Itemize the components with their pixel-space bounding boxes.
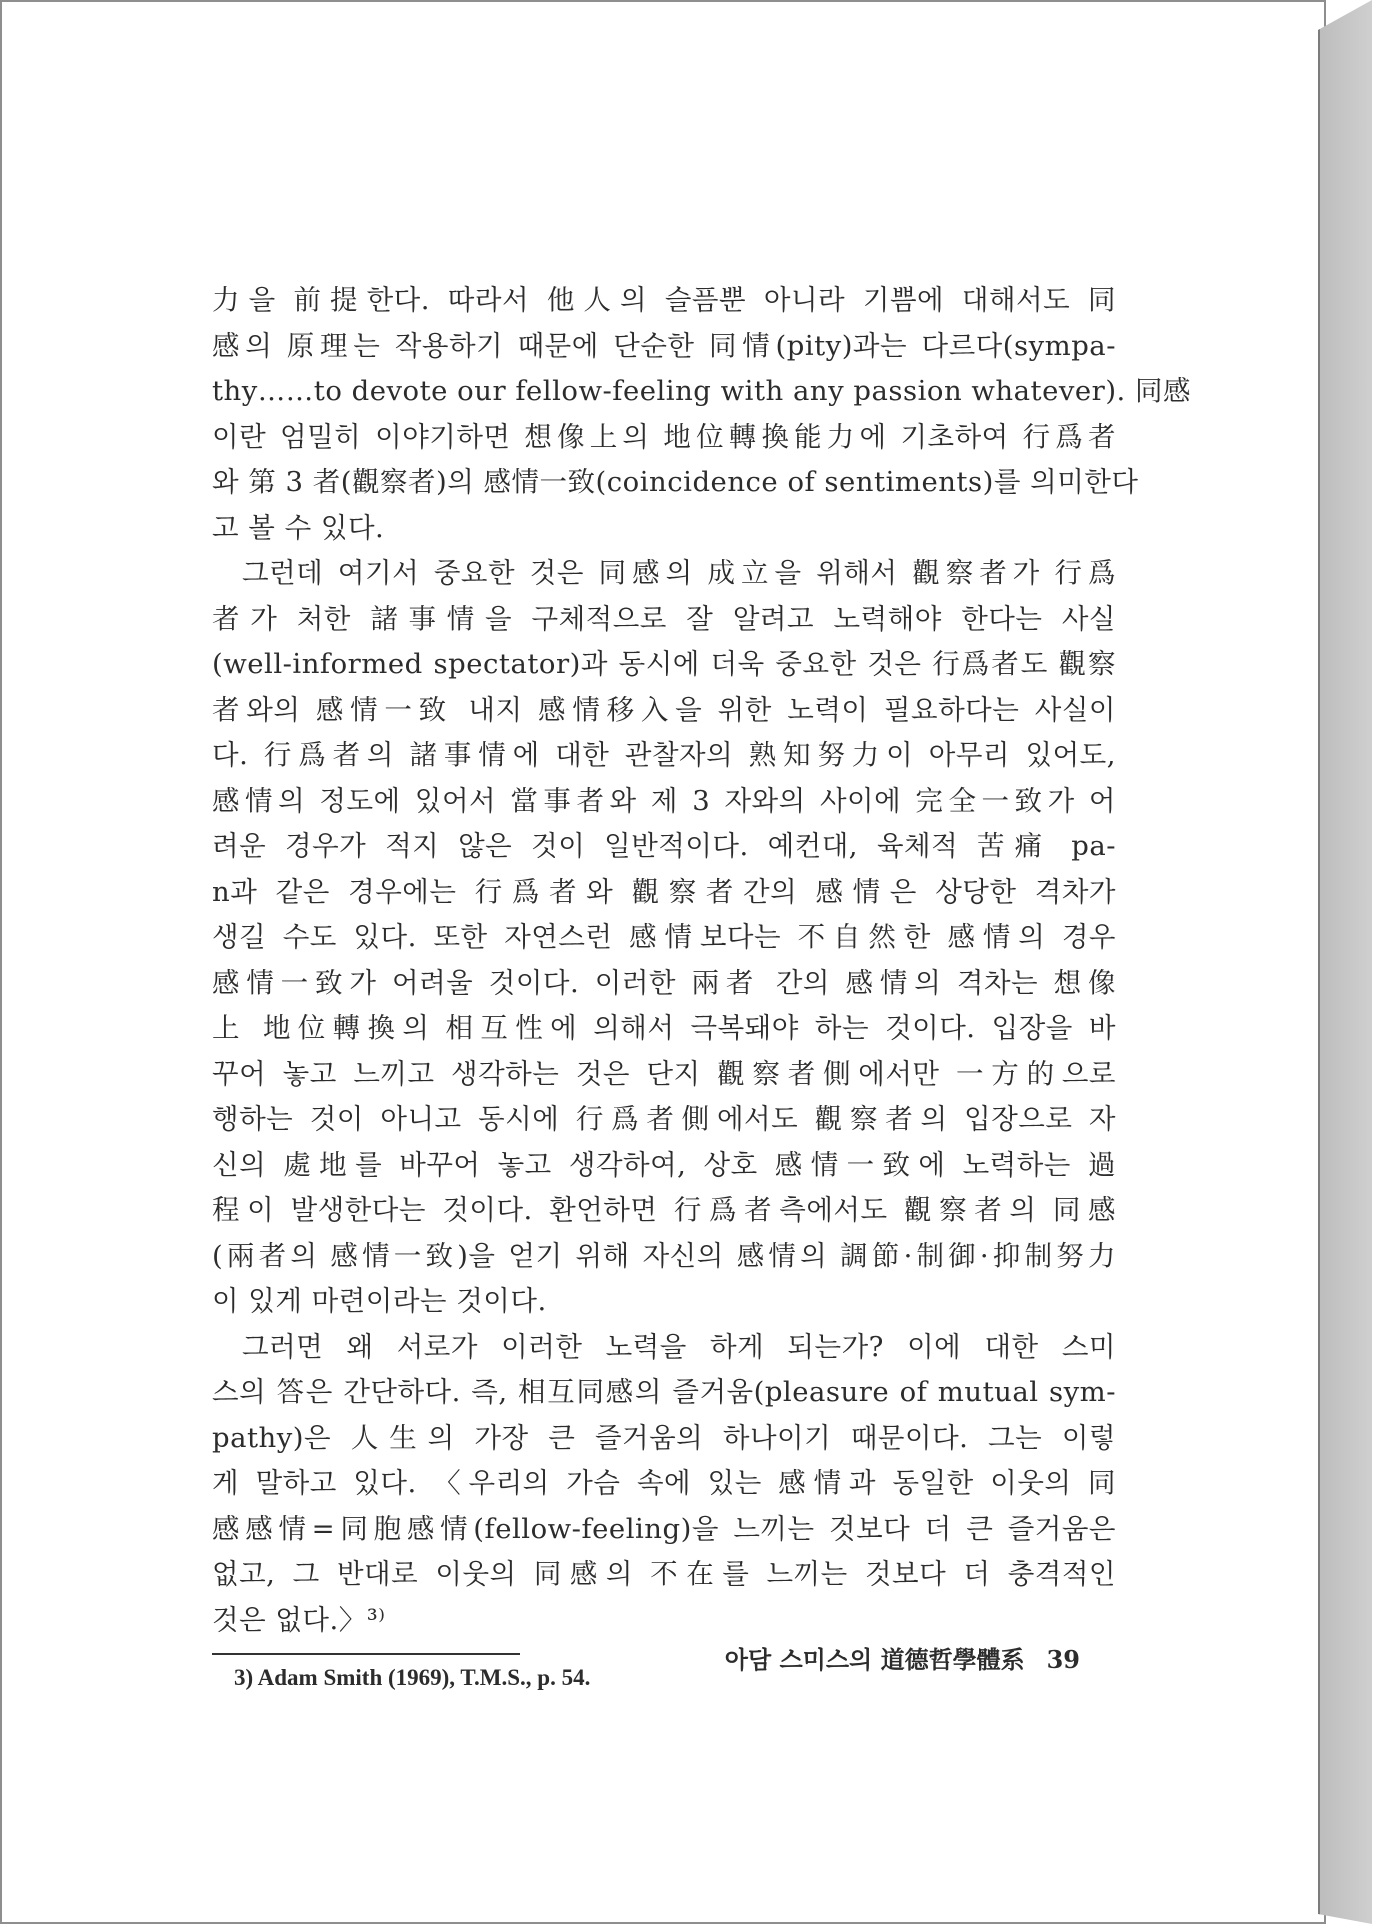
text-line: 이란 엄밀히 이야기하면 想像上의 地位轉換能力에 기초하여 行爲者 [212, 420, 1116, 453]
text-line: n과 같은 경우에는 行爲者와 觀察者간의 感情은 상당한 격차가 [212, 875, 1116, 908]
text-line: 다. 行爲者의 諸事情에 대한 관찰자의 熟知努力이 아무리 있어도, [212, 739, 1116, 771]
body-paragraph [212, 278, 1192, 551]
text-line: (well-informed spectator)과 동시에 더욱 중요한 것은 行爲者도 觀察 [212, 648, 1116, 680]
running-footer [680, 1640, 1080, 1675]
text-line: 행하는 것이 아니고 동시에 行爲者側에서도 觀察者의 입장으로 자 [212, 1103, 1116, 1135]
text-line: 上 地位轉換의 相互性에 의해서 극복돼야 하는 것이다. 입장을 바 [212, 1012, 1116, 1044]
text-line: 려운 경우가 적지 않은 것이 일반적이다. 예컨대, 육체적 苦痛 pa- [212, 830, 1116, 862]
text-line: 꾸어 놓고 느끼고 생각하는 것은 단지 觀察者側에서만 一方的으로 [212, 1057, 1116, 1090]
text-line: 없고, 그 반대로 이웃의 同感의 不在를 느끼는 것보다 더 충격적인 [212, 1558, 1116, 1590]
text-line: 고 볼 수 있다. [212, 511, 385, 544]
text-line: 感情一致가 어려울 것이다. 이러한 兩者 간의 感情의 격차는 想像 [212, 966, 1116, 999]
text-line: 신의 處地를 바꾸어 놓고 생각하여, 상호 感情一致에 노력하는 過 [212, 1148, 1116, 1181]
text-line: 그러면 왜 서로가 이러한 노력을 하게 되는가? 이에 대한 스미 [242, 1330, 1116, 1363]
text-line: 와 第 3 者(觀察者)의 感情一致(coincidence of sentiments)를 의미한다 [212, 466, 1139, 498]
text-line: 感感情=同胞感情(fellow-feeling)을 느끼는 것보다 더 큰 즐거움은 [212, 1512, 1116, 1545]
page-number: 39 [1046, 1645, 1080, 1674]
text-line: 이 있게 마련이라는 것이다. [212, 1285, 547, 1317]
body-paragraph [212, 551, 1116, 1325]
page-body [212, 278, 1192, 1693]
text-line: 者가 처한 諸事情을 구체적으로 잘 알려고 노력해야 한다는 사실 [212, 602, 1116, 635]
text-line: 생길 수도 있다. 또한 자연스런 感情보다는 不自然한 感情의 경우 [212, 921, 1116, 953]
running-title: 아담 스미스의 道德哲學體系 [724, 1645, 1025, 1674]
paragraph-list [212, 278, 1192, 1643]
text-line: pathy)은 人生의 가장 큰 즐거움의 하나이기 때문이다. 그는 이렇 [212, 1421, 1116, 1454]
text-line: 感情의 정도에 있어서 當事者와 제 3 자와의 사이에 完全一致가 어 [212, 784, 1116, 817]
body-paragraph [212, 1325, 1116, 1644]
text-line: 程이 발생한다는 것이다. 환언하면 行爲者측에서도 觀察者의 同感 [212, 1194, 1116, 1226]
text-line: (兩者의 感情一致)을 얻기 위해 자신의 感情의 調節·制御·抑制努力 [212, 1239, 1116, 1272]
footnote-divider [212, 1653, 520, 1655]
text-line: 者와의 感情一致 내지 感情移入을 위한 노력이 필요하다는 사실이 [212, 693, 1116, 726]
text-line: thy……to devote our fellow-feeling with any passion whatever). 同感 [212, 375, 1192, 407]
text-line: 게 말하고 있다. 〈우리의 가슴 속에 있는 感情과 동일한 이웃의 同 [212, 1467, 1116, 1499]
page-stack-edge [1318, 0, 1372, 1924]
text-line: 것은 없다.〉³⁾ [212, 1603, 386, 1636]
text-line: 스의 答은 간단하다. 즉, 相互同感의 즐거움(pleasure of mutual sym- [212, 1376, 1116, 1408]
text-line: 力을 前提한다. 따라서 他人의 슬픔뿐 아니라 기쁨에 대해서도 同 [212, 284, 1116, 316]
text-line: 感의 原理는 작용하기 때문에 단순한 同情(pity)과는 다르다(sympa- [212, 329, 1116, 362]
text-line: 그런데 여기서 중요한 것은 同感의 成立을 위해서 觀察者가 行爲 [242, 557, 1116, 589]
footnote: 3) Adam Smith (1969), T.M.S., p. 54. [234, 1665, 591, 1690]
